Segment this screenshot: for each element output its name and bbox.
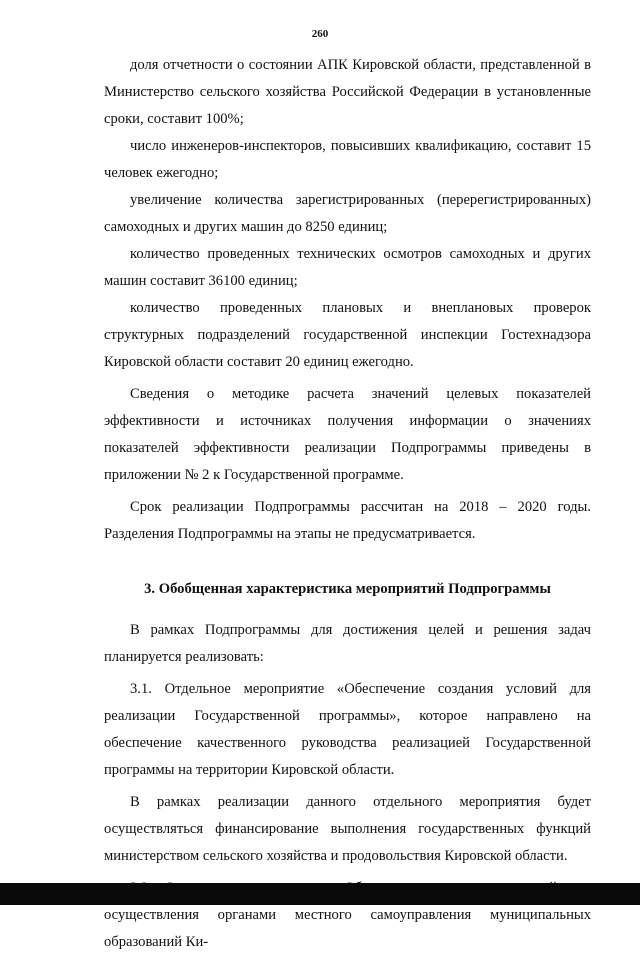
paragraph: В рамках Подпрограммы для достижения целей и решения задач планируется реализовать: xyxy=(104,622,591,665)
paragraph: количество проведенных плановых и внеплановых проверок структурных подразделений государственной инспекции Гостехнадзора Кировской области составит 20 единиц ежегодно. xyxy=(104,300,591,370)
scan-edge-bar xyxy=(0,883,640,905)
paragraph: 3.1. Отдельное мероприятие «Обеспечение создания условий для реализации Государственной программы», которое направлено на обеспечение качественного руководства реализацией Государственной программы на территории Кировской области. xyxy=(104,681,591,778)
paragraph: количество проведенных технических осмотров самоходных и других машин составит 36100 единиц; xyxy=(104,246,591,289)
document-body xyxy=(104,52,591,956)
paragraph: Сведения о методике расчета значений целевых показателей эффективности и источниках получения информации о значениях показателей эффективности реализации Подпрограммы приведены в приложении № 2 к Государственной программе. xyxy=(104,386,591,483)
page-number: 260 xyxy=(311,28,329,40)
paragraph: осуществления органами местного самоуправления муниципальных образований Ки- xyxy=(104,907,591,950)
section-heading: 3. Обобщенная характеристика мероприятий Подпрограммы xyxy=(144,581,551,597)
paragraph: число инженеров-инспекторов, повысивших квалификацию, составит 15 человек ежегодно; xyxy=(104,138,591,181)
paragraph: В рамках реализации данного отдельного мероприятия будет осуществляться финансирование выполнения государственных функций министерством сельского хозяйства и продовольствия Кировской области. xyxy=(104,794,591,864)
paragraph: увеличение количества зарегистрированных (перерегистрированных) самоходных и других машин до 8250 единиц; xyxy=(104,192,591,235)
paragraph: Срок реализации Подпрограммы рассчитан на 2018 – 2020 годы. Разделения Подпрограммы на этапы не предусматривается. xyxy=(104,499,591,542)
paragraph: доля отчетности о состоянии АПК Кировской области, представленной в Министерство сельского хозяйства Российской Федерации в установленные сроки, составит 100%; xyxy=(104,57,591,127)
